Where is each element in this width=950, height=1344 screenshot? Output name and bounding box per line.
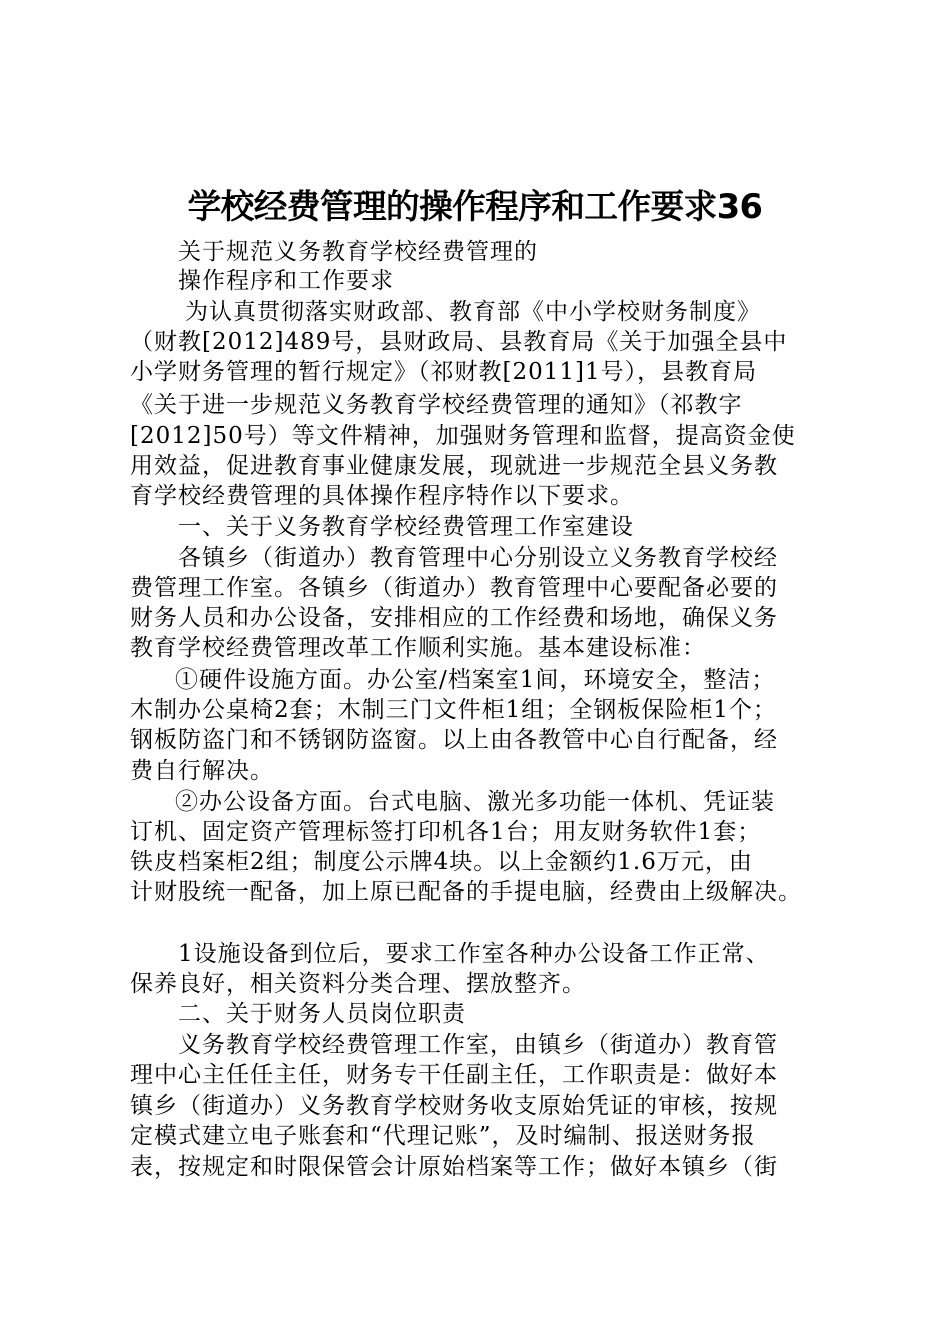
item-2-line: 计财股统一配备，加上原已配备的手提电脑，经费由上级解决。 bbox=[130, 879, 802, 905]
section-2-line: 理中心主任任主任，财务专干任副主任，工作职责是：做好本 bbox=[130, 1062, 778, 1088]
item-1-line: 木制办公桌椅2套；木制三门文件柜1组；全钢板保险柜1个； bbox=[130, 697, 777, 723]
section-1-line: 各镇乡（街道办）教育管理中心分别设立义务教育学校经 bbox=[178, 545, 778, 571]
section-2-heading: 二、关于财务人员岗位职责 bbox=[178, 1001, 466, 1027]
intro-line: 《关于进一步规范义务教育学校经费管理的通知》（祁教字 bbox=[130, 392, 743, 418]
intro-line: 为认真贯彻落实财政部、教育部《中小学校财务制度》 bbox=[185, 299, 761, 325]
intro-line: 用效益，促进教育事业健康发展，现就进一步规范全县义务教 bbox=[130, 453, 778, 479]
section-1-line: 费管理工作室。各镇乡（街道办）教育管理中心要配备必要的 bbox=[130, 575, 778, 601]
subtitle-line-2: 操作程序和工作要求 bbox=[178, 268, 394, 294]
intro-line: 育学校经费管理的具体操作程序特作以下要求。 bbox=[130, 483, 634, 509]
section-1-heading: 一、关于义务教育学校经费管理工作室建设 bbox=[178, 514, 634, 540]
item-3-line: 保养良好，相关资料分类合理、摆放整齐。 bbox=[130, 971, 586, 997]
section-2-line: 镇乡（街道办）义务教育学校财务收支原始凭证的审核，按规 bbox=[130, 1093, 778, 1119]
section-2-line: 义务教育学校经费管理工作室，由镇乡（街道办）教育管 bbox=[178, 1032, 778, 1058]
item-3-line: 1设施设备到位后，要求工作室各种办公设备工作正常、 bbox=[178, 941, 770, 967]
intro-line: [2012]50号）等文件精神，加强财务管理和监督，提高资金使 bbox=[130, 423, 796, 449]
item-1-line: 费自行解决。 bbox=[130, 758, 274, 784]
subtitle-line-1: 关于规范义务教育学校经费管理的 bbox=[178, 239, 538, 265]
intro-line: 小学财务管理的暂行规定》（祁财教[2011]1号），县教育局 bbox=[130, 359, 758, 385]
section-2-line: 表，按规定和时限保管会计原始档案等工作；做好本镇乡（街 bbox=[130, 1154, 778, 1180]
item-2-line: 订机、固定资产管理标签打印机各1台；用友财务软件1套； bbox=[130, 819, 762, 845]
section-2-line: 定模式建立电子账套和“代理记账”，及时编制、报送财务报 bbox=[130, 1123, 756, 1149]
item-2-line: 铁皮档案柜2组；制度公示牌4块。以上金额约1.6万元，由 bbox=[130, 849, 753, 875]
section-1-line: 教育学校经费管理改革工作顺利实施。基本建设标准： bbox=[130, 635, 706, 661]
section-1-line: 财务人员和办公设备，安排相应的工作经费和场地，确保义务 bbox=[130, 605, 778, 631]
item-2-line: ②办公设备方面。台式电脑、激光多功能一体机、凭证装 bbox=[175, 789, 775, 815]
intro-line: （财教[2012]489号，县财政局、县教育局《关于加强全县中 bbox=[130, 329, 788, 355]
item-1-line: ①硬件设施方面。办公室/档案室1间，环境安全，整洁； bbox=[175, 667, 776, 693]
document-title: 学校经费管理的操作程序和工作要求36 bbox=[187, 187, 763, 226]
item-1-line: 钢板防盗门和不锈钢防盗窗。以上由各教管中心自行配备，经 bbox=[130, 727, 778, 753]
